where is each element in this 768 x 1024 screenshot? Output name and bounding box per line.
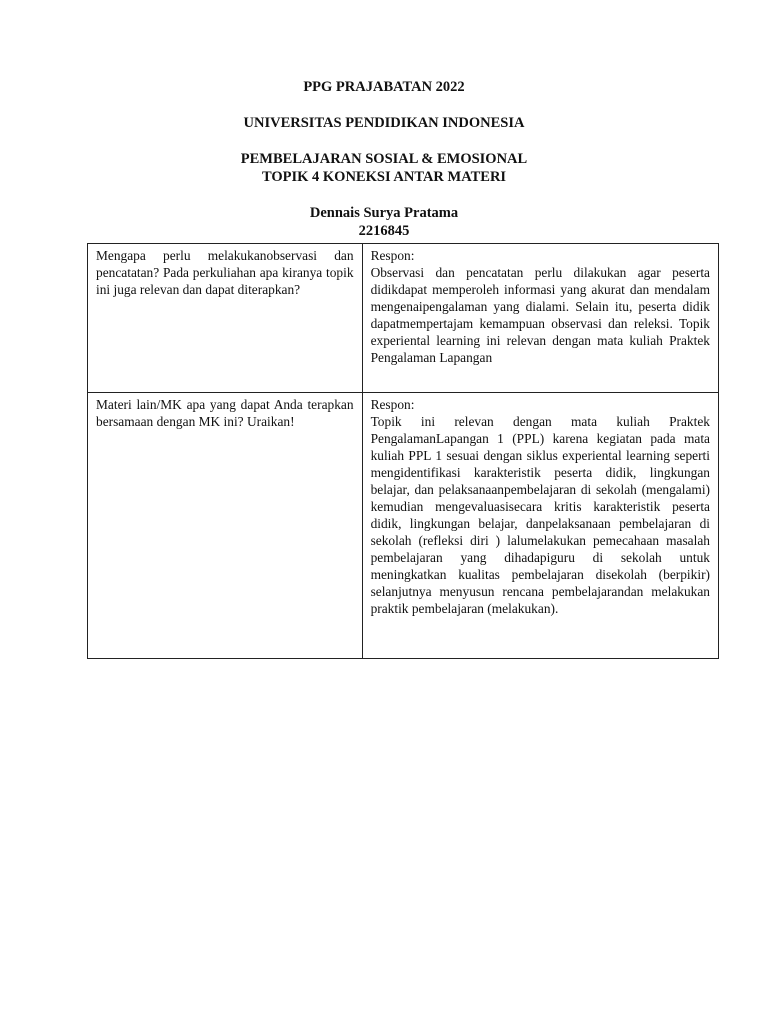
- reflection-table: [87, 243, 719, 659]
- topic-title: TOPIK 4 KONEKSI ANTAR MATERI: [261, 169, 507, 185]
- course-title: PEMBELAJARAN SOSIAL & EMOSIONAL: [240, 151, 528, 167]
- table-row: [88, 393, 719, 659]
- response-text: Observasi dan pencatatan perlu dilakukan agar peserta didikdapat memperoleh informasi yang akurat dan mendalam mengenaipengalaman yang dialami. Selain itu, peserta didik dapatmempertajam kemampuan observasi dan releksi. Topik experiental learning ini relevan dengan mata kuliah Praktek Pengalaman Lapangan: [370, 265, 710, 365]
- response-text: Topik ini relevan dengan mata kuliah Praktek PengalamanLapangan 1 (PPL) karena kegiatan pada mata kuliah PPL 1 sesuai dengan siklus experiental learning seperti mengidentifikasi karakteristik peserta didik, lingkungan belajar, dan pelaksanaanpembelajaran di sekolah (mengalami) kemudian mengevaluasisecara kritis karakteristik peserta didik, lingkungan belajar, danpelaksanaan pembelajaran di sekolah (refleksi diri ) lalumelakukan pemecahaan masalah pembelajaran yang dihadapiguru di sekolah untuk meningkatkan kualitas pembelajaran disekolah (berpikir) selanjutnya menyusun rencana pembelajarandan melakukan praktik pembelajaran (melakukan).: [370, 414, 710, 616]
- student-name: Dennais Surya Pratama: [309, 205, 459, 221]
- response-label: Respon:: [370, 397, 415, 412]
- document-header: [0, 78, 768, 240]
- question-cell: Mengapa perlu melakukanobservasi dan pencatatan? Pada perkuliahan apa kiranya topik ini juga relevan dan dapat diterapkan?: [88, 244, 363, 393]
- program-title: PPG PRAJABATAN 2022: [303, 79, 465, 95]
- response-cell: [362, 244, 718, 393]
- university-title: UNIVERSITAS PENDIDIKAN INDONESIA: [243, 115, 525, 131]
- response-cell: [362, 393, 718, 659]
- response-label: Respon:: [370, 248, 415, 263]
- question-cell: Materi lain/MK apa yang dapat Anda terapkan bersamaan dengan MK ini? Uraikan!: [88, 393, 363, 659]
- student-id: 2216845: [358, 223, 410, 239]
- table-row: [88, 244, 719, 393]
